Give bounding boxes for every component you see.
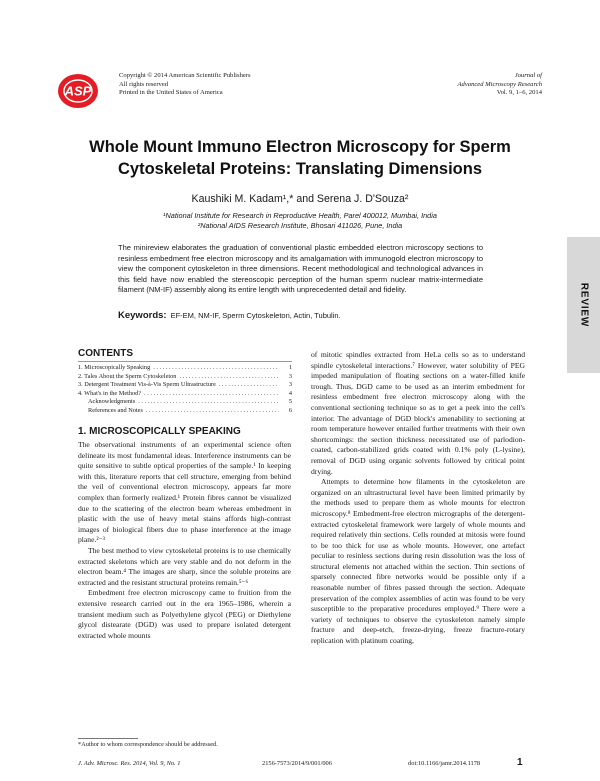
article-title — [60, 136, 540, 180]
journal-info — [458, 72, 542, 98]
keywords-label: Keywords: — [118, 310, 167, 321]
copyright-block — [119, 72, 251, 98]
rights-line: All rights reserved — [119, 80, 169, 88]
logo-text: ASP — [64, 83, 92, 99]
printed-line: Printed in the United States of America — [119, 89, 223, 97]
toc-item[interactable]: Acknowledgments . . . 5 — [78, 398, 292, 407]
publisher-logo — [57, 70, 99, 112]
copyright-line: Copyright © 2014 American Scientific Publishers — [119, 72, 251, 79]
toc-item[interactable]: 4. What's in the Method? . . . 4 — [78, 390, 292, 399]
review-tab-label: REVIEW — [578, 282, 589, 328]
toc-item[interactable]: 3. Detergent Treatment Vis-à-Vis Sperm Ultrastructure . . . 3 — [78, 381, 292, 390]
footnote-divider — [78, 738, 138, 739]
journal-label: Journal of — [514, 72, 542, 79]
journal-name: Advanced Microscopy Research — [457, 80, 542, 88]
body-paragraph: The best method to view cytoskeletal proteins is to use chemically extracted skeletons which are very stable and do not deform in the electron beam.⁴ The images are sharp, since the soluble proteins are extracted and the resistant structural proteins remain.⁵⁻⁶ — [78, 545, 291, 587]
title-line-1: Whole Mount Immuno Electron Microscopy for Sperm — [89, 138, 511, 156]
authors: Kaushiki M. Kadam¹,* and Serena J. D'Souza² — [191, 193, 409, 205]
contents-heading: CONTENTS — [78, 348, 133, 359]
body-paragraph: The observational instruments of an experimental science often delineate its most fundamental ideas. Interference instruments can be quite sensitive to subtle optical properties of the sample.¹ In keeping with this, literature reports that cell structure, emerging from behind the veil of conventional electron microscopy, appears far more complex than formerly realized.¹ Protein fibres cannot be visualized due to the scattering of the electron beam whereas embedment in plastic with the use of heavy metal stains affords high-contrast images of biological fibers due to phase interference at the image plane.²⁻³ — [78, 440, 291, 545]
footer-issn: 2156-7573/2014/9/001/006 — [262, 760, 332, 767]
footnote: *Author to whom correspondence should be addressed. — [78, 741, 218, 748]
page-number: 1 — [517, 757, 523, 768]
body-paragraph: Embedment free electron microscopy came to fruition from the extensive research carried out in the era 1965–1986, wherein a transient medium such as Polyethylene glycol (PEG) or Diethylene glycol distearate (DGD) was used to prepare isolated detergent extracted whole mounts — [78, 588, 291, 640]
body-paragraph: Attempts to determine how filaments in the cytoskeleton are organized on an ultrastructural level have been limited primarily by the methods used to prepare them as whole mounts for electron microscopy.⁸ Embedment-free electron micrographs of the detergent-extracted cytoskeletal framework were largely of whole mounts and required relatively thin sections. Cells rounded at mitosis were found to be too thick for use as whole mounts. However, one artefact peculiar to resinless sections during resin dissolution was the loss of structural elements not attached within the section. Thin sections of sparsely connected fibre networks would be possible only if a reasonable number of fibres passed through the section. Adequate preservation of the complex assemblies of actin was found to be very susceptible to the preparative procedures employed.⁹ There were a variety of techniques to observe the cytoskeleton namely simple fracture and deep-etch, freeze-drying, freeze fracture-rotary replication with platinum coating, — [311, 477, 525, 646]
affiliations — [60, 211, 540, 231]
abstract: The minireview elaborates the graduation of conventional plastic embedded electron microscopy sections to resinless embedment free electron microscopy and its amalgamation with immunogold electron microscopy to view the component cytoskeleton in three dimensions. Recent methodological and technological advances in this field have now enabled the stereoscopic perception of the human sperm nuclear matrix-intermediate filament (NM-IF) assembly along its entire length with unprecedented detail and fidelity. — [118, 243, 483, 294]
right-column-body — [311, 350, 525, 647]
title-line-2: Cytoskeletal Proteins: Translating Dimensions — [117, 160, 482, 178]
body-paragraph: of mitotic spindles extracted from HeLa cells so as to understand spindle cytoskeletal interactions.⁷ However, water solubility of PEG impeded manipulation of floating sections on a water-filled knife trough. Thus, DGD came to be used as an interim embedment for resinless embedment free electron microscopy along with the conventional sectioning technique so as to get a peek into the cell's interior. The advantage of DGD block's amenability to sectioning at room temperature however entailed further treatments with their own shortcomings: the section thickness necessitated use of parlodion-coated, carbon-stabilized grids coated with 0.1% poly (L-lysine), removal of DGD using organic solvents followed by critical point drying. — [311, 350, 525, 476]
left-column-body — [78, 440, 291, 641]
footer-doi[interactable]: doi:10.1166/jamr.2014.1178 — [408, 760, 481, 767]
journal-volume: Vol. 9, 1–6, 2014 — [496, 89, 542, 97]
affiliation-2: ²National AIDS Research Institute, Bhosari 411026, Pune, India — [197, 221, 403, 231]
toc-item[interactable]: 1. Microscopically Speaking . . . 1 — [78, 364, 292, 373]
affiliation-1: ¹National Institute for Research in Reproductive Health, Parel 400012, Mumbai, India — [163, 211, 437, 220]
footer-citation: J. Adv. Microsc. Res. 2014, Vol. 9, No. 1 — [78, 760, 181, 767]
table-of-contents — [78, 361, 292, 415]
toc-item[interactable]: References and Notes . . . 6 — [78, 407, 292, 416]
toc-item[interactable]: 2. Tales About the Sperm Cytoskeleton . . . 3 — [78, 373, 292, 382]
keywords-list: EF-EM, NM-IF, Sperm Cytoskeleton, Actin, Tubulin. — [170, 311, 341, 320]
keywords — [118, 310, 483, 321]
review-side-tab — [567, 237, 600, 373]
section-heading: 1. MICROSCOPICALLY SPEAKING — [78, 426, 241, 437]
